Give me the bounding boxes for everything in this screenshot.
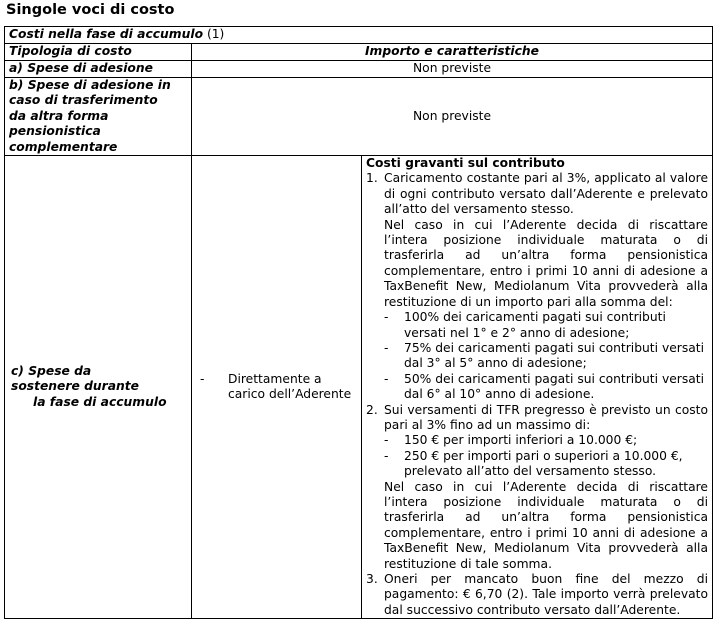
item-2-number: 2. bbox=[366, 402, 378, 417]
item-2-text: Sui versamenti di TFR pregresso è previsto un costo pari al 3% fino ad un massimo di: bbox=[384, 402, 709, 432]
costs-heading: Costi gravanti sul contributo bbox=[366, 156, 565, 171]
header-tipologia: Tipologia di costo bbox=[5, 44, 192, 61]
item-2-paragraph: Nel caso in cui l’Aderente decida di riscattare l’intera posizione individuale maturata o di trasferirla ad un’altra forma pensionistica complementare, entro i primi 10 anni di adesione a TaxBenefit New, Mediolanum Vita provvederà alla restituzione di tale somma. bbox=[384, 479, 709, 571]
item-1-text: Caricamento costante pari al 3%, applicato al valore di ogni contributo versato dall’Aderente e prelevato all’atto del versamento stesso. bbox=[384, 171, 709, 217]
item-1 bbox=[366, 171, 708, 217]
sub-dash: - bbox=[200, 371, 205, 386]
row-c-details bbox=[362, 156, 713, 619]
row-b-label: b) Spese di adesione in caso di trasferimento da altra forma pensionistica complementare bbox=[5, 78, 192, 156]
row-c-label bbox=[5, 156, 192, 619]
item-1-paragraph: Nel caso in cui l’Aderente decida di riscattare l’intera posizione individuale maturata o di trasferirla ad un’altra forma pensionistica complementare, entro i primi 10 anni di adesione a TaxBenefit New, Mediolanum Vita provvederà alla restituzione di un importo pari alla somma del: bbox=[384, 217, 709, 309]
row-a-label: a) Spese di adesione bbox=[5, 61, 192, 78]
item-3 bbox=[366, 572, 708, 618]
item-2 bbox=[366, 403, 708, 434]
row-a-value: Non previste bbox=[192, 61, 713, 78]
item-2-bullet: - 250 € per importi pari o superiori a 10.000 €, bbox=[384, 448, 683, 463]
row-c-label-line1: c) Spese da sostenere durante bbox=[11, 364, 139, 394]
item-1-bullet: - 100% dei caricamenti pagati sui contributi versati nel 1° e 2° anno di adesione; bbox=[384, 310, 666, 340]
item-1-bullet: - 50% dei caricamenti pagati sui contributi versati dal 6° al 10° anno di adesione. bbox=[384, 371, 705, 402]
row-b-value: Non previste bbox=[192, 78, 713, 156]
section-header bbox=[5, 27, 713, 44]
item-3-text: Oneri per mancato buon fine del mezzo di pagamento: € 6,70 (2). Tale importo verrà prelevato dal successivo contributo versato dall’Aderente. bbox=[384, 572, 709, 617]
header-importo: Importo e caratteristiche bbox=[192, 44, 713, 61]
item-3-number: 3. bbox=[366, 572, 378, 586]
item-2-after: prelevato all’atto del versamento stesso. bbox=[404, 464, 657, 479]
section-note: (1) bbox=[203, 27, 225, 42]
sub-text: Direttamente a carico dell’Aderente bbox=[228, 371, 352, 402]
section-label: Costi nella fase di accumulo bbox=[9, 27, 204, 42]
row-c-label-line2: la fase di accumulo bbox=[33, 394, 167, 409]
item-1-bullet: - 75% dei caricamenti pagati sui contributi versati dal 3° al 5° anno di adesione; bbox=[384, 340, 705, 371]
page-title: Singole voci di costo bbox=[6, 2, 175, 18]
item-2-bullet: - 150 € per importi inferiori a 10.000 €; bbox=[384, 433, 638, 448]
row-c-sub bbox=[192, 156, 362, 619]
cost-table bbox=[4, 26, 713, 619]
item-1-number: 1. bbox=[366, 171, 378, 186]
